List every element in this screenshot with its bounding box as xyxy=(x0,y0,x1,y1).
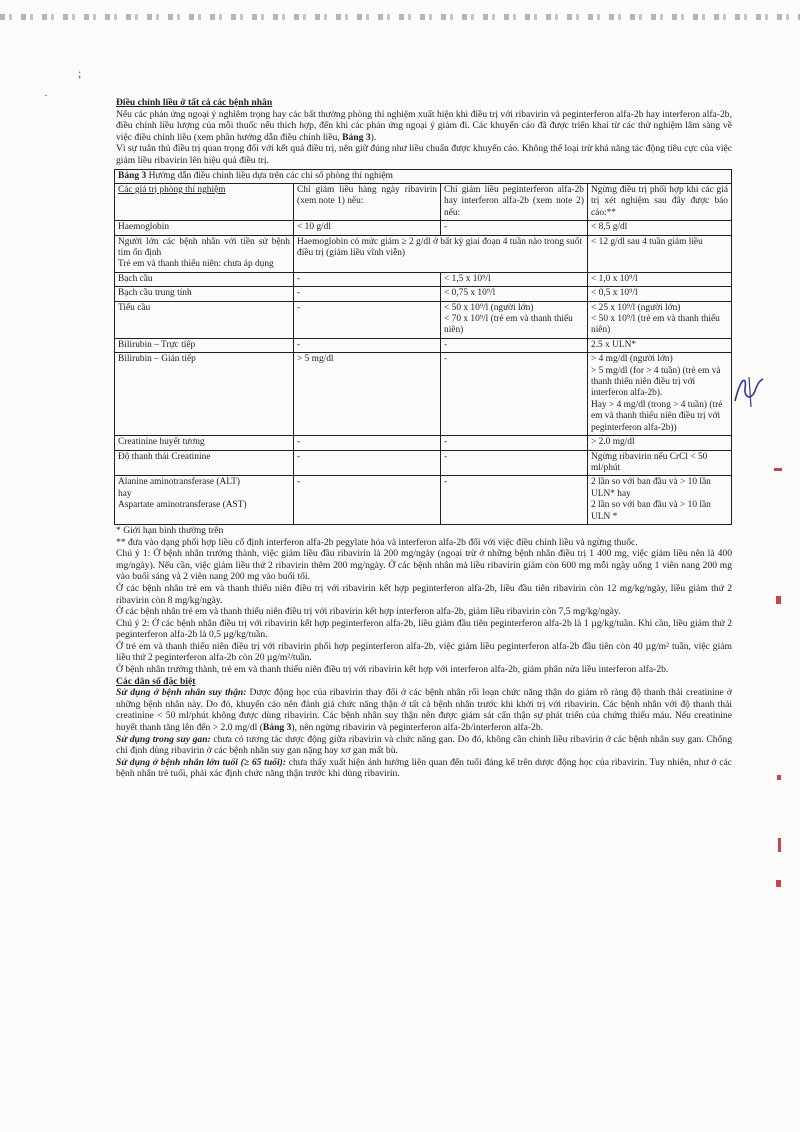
table-cell: Độ thanh thải Creatinine xyxy=(115,450,294,476)
margin-mark xyxy=(776,880,781,887)
special-populations-heading: Các dân số đặc biệt xyxy=(116,675,196,687)
note-1c: Ở các bệnh nhân trẻ em và thanh thiếu niên điều trị với ribavirin kết hợp interferon alfa-2b, giảm liều ribavirin còn 7,5 mg/kg/ngày. xyxy=(116,606,621,618)
margin-mark xyxy=(777,775,781,780)
table-row xyxy=(115,338,732,352)
elderly-label: Sử dụng ở bệnh nhân lớn tuổi (≥ 65 tuổi): xyxy=(116,756,287,768)
table-cell: Bilirubin – Trực tiếp xyxy=(115,338,294,352)
table-cell: < 0,5 x 10⁹/l xyxy=(588,287,732,301)
elderly-paragraph xyxy=(116,757,732,780)
note-1: Chú ý 1: Ở bệnh nhân trưởng thành, việc giảm liều đầu ribavirin là 200 mg/ngày (ngoại trừ ở những bệnh nhân điều trị 1 400 mg, việc giảm liều nên là 400 mg/ngày). Nếu cần, việc giảm liều thứ 2 ribavirin thêm 200 mg/ngày. Ở các bệnh nhân mà liều ribavirin giảm còn 600 mg mỗi ngày uống 1 viên nang 200 mg vào buổi sáng và 2 viên nang 200 mg vào buổi tối. xyxy=(116,548,732,583)
section-heading-dose-adjustment: Điều chỉnh liều ở tất cả các bệnh nhân xyxy=(116,97,273,108)
table-row xyxy=(115,235,732,272)
table-row xyxy=(115,476,732,525)
renal-label: Sử dụng ở bệnh nhân suy thận: xyxy=(116,687,247,699)
footnote-double-star: ** đưa vào dạng phối hợp liều cố định interferon alfa-2b pegylate hóa và interferon alfa-2b đối với việc điều chỉnh liều và ngừng thuốc. xyxy=(116,536,638,548)
renal-text: Dược động học của ribavirin thay đổi ở các bệnh nhân rối loạn chức năng thận do giảm rõ ràng độ thanh thải creatinine ở những bệnh nhân này. Do đó, khuyến cáo nên đánh giá chức năng thận ở tất cả bệnh nhân trước khi khởi trị với ribavirin. Các bệnh nhân với độ thanh thải creatinine < 50 ml/phút không được dùng ribavirin. Các bệnh nhân suy thận nên được giám sát cẩn thận sự phát triển của chứng thiếu máu. Nếu creatinine huyết thanh tăng lên đến > 2.0 mg/dl ( xyxy=(116,687,732,734)
hepatic-paragraph xyxy=(116,734,732,757)
table-title-label: Bảng 3 xyxy=(118,170,147,181)
table-cell: Alanine aminotransferase (ALT) hay Aspartate aminotransferase (AST) xyxy=(115,476,294,525)
elderly-text: chưa thấy xuất hiện ảnh hưởng liên quan đến tuổi đáng kể trên dược động học của ribavirin. Tuy nhiên, như ở các bệnh nhân trẻ tuổi, phải xác định chức năng thận trước khi dùng ribavirin. xyxy=(116,756,732,780)
table-cell: Bạch cầu xyxy=(115,272,294,286)
table-cell: Haemoglobin xyxy=(115,221,294,235)
table-cell: 2.5 x ULN* xyxy=(588,338,732,352)
scan-dot: · xyxy=(44,88,48,102)
table-title xyxy=(115,169,732,183)
table-cell: - xyxy=(441,476,588,525)
table-header-row xyxy=(115,183,732,220)
document-body xyxy=(116,97,732,780)
handwritten-signature xyxy=(729,371,769,411)
table-cell: < 1,0 x 10⁹/l xyxy=(588,272,732,286)
table-cell: < 10 g/dl xyxy=(294,221,441,235)
margin-mark xyxy=(774,468,782,471)
table-cell: Tiểu cầu xyxy=(115,301,294,338)
table-cell: - xyxy=(441,221,588,235)
table-cell: - xyxy=(441,436,588,450)
table-cell: < 1,5 x 10⁹/l xyxy=(441,272,588,286)
table-cell: > 5 mg/dl xyxy=(294,353,441,436)
table-cell: Ngừng ribavirin nếu CrCl < 50 ml/phút xyxy=(588,450,732,476)
note-2b: Ở trẻ em và thanh thiếu niên điều trị với ribavirin phối hợp peginterferon alfa-2b, việc giảm liều peginterferon alfa-2b đầu tiên còn 40 µg/m² tuần, việc giảm liều thứ 2 peginterferon alfa-2b còn 20 µg/m²/tuần. xyxy=(116,640,732,664)
note-1b: Ở các bệnh nhân trẻ em và thanh thiếu niên điều trị với ribavirin kết hợp peginterferon alfa-2b, liều đầu tiên ribavirin còn 12 mg/kg/ngày, liều giảm thứ 2 ribavirin còn 8 mg/kg/ngày. xyxy=(116,582,732,606)
table-row xyxy=(115,287,732,301)
header-cell: Các giá trị phòng thí nghiệm xyxy=(115,183,294,220)
table-cell: < 12 g/dl sau 4 tuần giảm liều xyxy=(588,235,732,272)
table-cell: - xyxy=(294,301,441,338)
table-cell: < 50 x 10⁹/l (người lớn) < 70 x 10⁹/l (trẻ em và thanh thiếu niên) xyxy=(441,301,588,338)
table-cell: Bilirubin – Gián tiếp xyxy=(115,353,294,436)
table-cell: - xyxy=(294,338,441,352)
renal-paragraph xyxy=(116,687,732,733)
table-row xyxy=(115,272,732,286)
table-cell: - xyxy=(294,436,441,450)
margin-mark xyxy=(776,596,781,604)
table-cell: 2 lần so với ban đầu và > 10 lần ULN* hay 2 lần so với ban đầu và > 10 lần ULN * xyxy=(588,476,732,525)
table-cell: - xyxy=(294,272,441,286)
table-cell: Creatinine huyết tương xyxy=(115,436,294,450)
header-cell: Chỉ giảm liều hàng ngày ribavirin (xem note 1) nếu: xyxy=(294,183,441,220)
hepatic-text: chưa có tương tác dược động giữa ribavirin và chức năng gan. Do đó, không cần chỉnh liều ribavirin ở các bệnh nhân suy gan. Chống chỉ định dùng ribavirin ở các bệnh nhân suy gan nặng hay xơ gan mất bù. xyxy=(116,733,732,757)
note-2c: Ở bệnh nhân trưởng thành, trẻ em và thanh thiếu niên điều trị với ribavirin kết hợp với interferon alfa-2b, giảm phân nửa liều interferon alfa-2b. xyxy=(116,664,669,676)
header-cell: Chỉ giảm liều peginterferon alfa-2b hay interferon alfa-2b (xem note 2) nếu: xyxy=(441,183,588,220)
margin-mark xyxy=(778,838,781,852)
table-cell: < 8,5 g/dl xyxy=(588,221,732,235)
table-cell: Bạch cầu trung tính xyxy=(115,287,294,301)
table-cell: - xyxy=(294,287,441,301)
footnote-star: * Giới hạn bình thường trên xyxy=(116,524,224,536)
table-row xyxy=(115,436,732,450)
table-reference: Bảng 3 xyxy=(262,722,292,734)
table-cell: - xyxy=(441,353,588,436)
intro-paragraph-1 xyxy=(116,109,732,144)
table-cell: - xyxy=(441,338,588,352)
note-2: Chú ý 2: Ở các bệnh nhân điều trị với ribavirin kết hợp peginterferon alfa-2b, liều giảm đầu tiên peginterferon alfa-2b là 1 µg/kg/tuần. Khi cần, liều giảm thứ 2 peginterferon alfa-2b là 0,5 µg/kg/tuần. xyxy=(116,617,732,641)
scan-artifact-top xyxy=(0,14,800,20)
intro-paragraph-2: Vì sự tuân thủ điều trị quan trọng đối với kết quả điều trị, nên giữ đúng như liều chuẩn được khuyến cáo. Không thể loại trừ khả năng tác động tiêu cực của việc giảm liều ribavirin lên hiệu quả điều trị. xyxy=(116,143,732,166)
intro-text: Nếu các phản ứng ngoại ý nghiêm trọng hay các bất thường phòng thí nghiệm xuất hiện khi điều trị với ribavirin và peginterferon alfa-2b hay interferon alfa-2b, điều chỉnh liều lượng của mỗi thuốc nếu thích hợp, đến khi các phản ứng ngoại ý giảm đi. Các khuyến cáo đã được triển khai từ các thử nghiệm lâm sàng về việc điều chỉnh liều (xem phần hướng dẫn điều chỉnh liều, xyxy=(116,108,732,143)
table-row xyxy=(115,221,732,235)
table-cell: < 25 x 10⁹/l (người lớn) < 50 x 10⁹/l (trẻ em và thanh thiếu niên) xyxy=(588,301,732,338)
hepatic-label: Sử dụng trong suy gan: xyxy=(116,733,211,745)
table-cell: > 2.0 mg/dl xyxy=(588,436,732,450)
intro-text-end: ). xyxy=(370,131,377,143)
header-cell: Ngừng điều trị phối hợp khi các giá trị xét nghiệm sau đây được báo cáo:** xyxy=(588,183,732,220)
dose-adjustment-table xyxy=(114,169,732,525)
table-cell: - xyxy=(441,450,588,476)
footnotes xyxy=(116,525,732,676)
scan-mark: ; xyxy=(78,66,82,80)
table-cell: < 0,75 x 10⁹/l xyxy=(441,287,588,301)
table-cell: Haemoglobin có mức giảm ≥ 2 g/dl ở bất kỳ giai đoạn 4 tuần nào trong suốt điều trị (giảm liều vĩnh viễn) xyxy=(294,235,588,272)
table-cell: Người lớn các bệnh nhân với tiền sử bệnh tim ổn định Trẻ em và thanh thiếu niên: chưa áp dụng xyxy=(115,235,294,272)
table-row xyxy=(115,450,732,476)
renal-text-end: ), nên ngừng ribavirin và peginterferon alfa-2b/interferon alfa-2b. xyxy=(291,722,544,734)
table-row xyxy=(115,301,732,338)
table-title-text: Hướng dẫn điều chỉnh liều dựa trên các chỉ số phòng thí nghiệm xyxy=(146,170,393,181)
table-cell: - xyxy=(294,476,441,525)
table-reference: Bảng 3 xyxy=(342,131,371,143)
table-cell: - xyxy=(294,450,441,476)
table-row xyxy=(115,353,732,436)
table-cell: > 4 mg/dl (người lớn) > 5 mg/dl (for > 4 tuần) (trẻ em và thanh thiếu niên điều trị với interferon alfa-2b). Hay > 4 mg/dl (trong > 4 tuần) (trẻ em và thanh thiếu niên điều trị với peginterferon alfa-2b)) xyxy=(588,353,732,436)
